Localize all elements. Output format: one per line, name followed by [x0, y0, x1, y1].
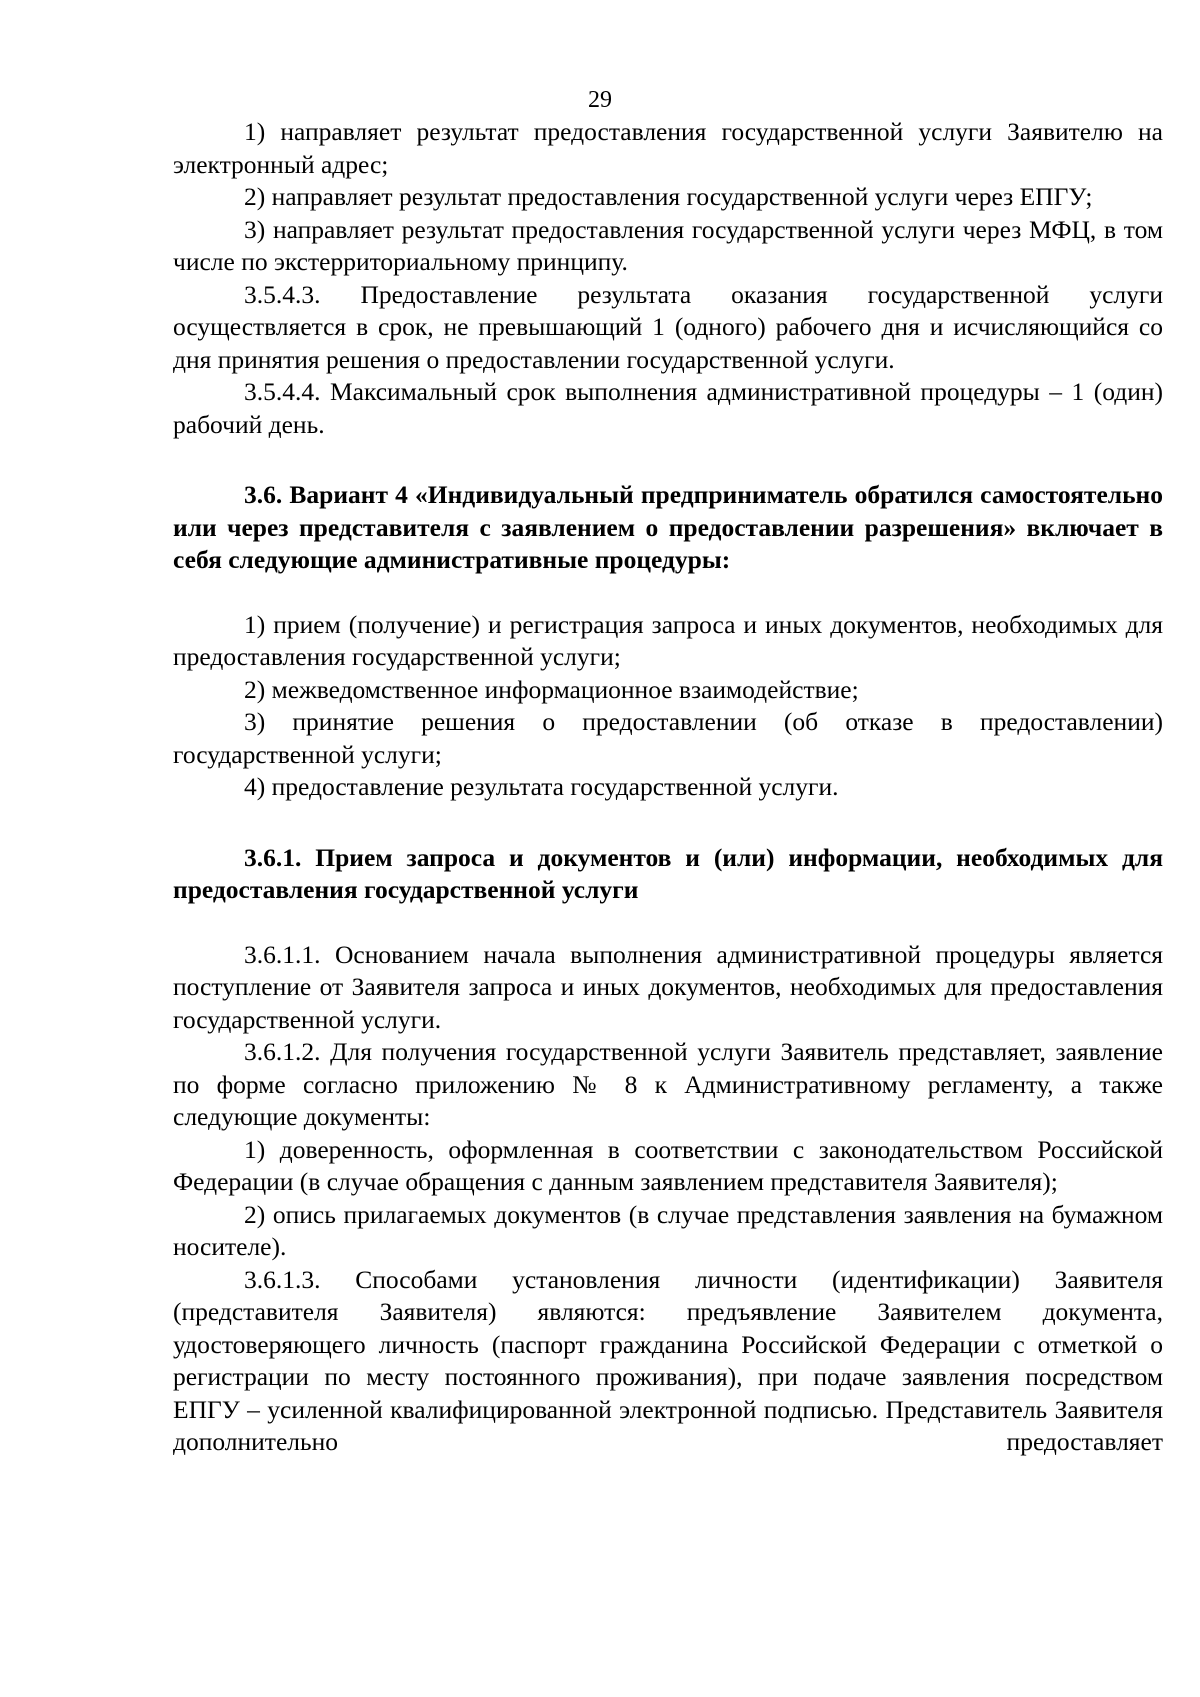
section-heading-3-6: 3.6. Вариант 4 «Индивидуальный предприниматель обратился самостоятельно или через представителя с заявлением о предоставлении разрешения» включает в себя следующие административные процедуры: [173, 480, 1163, 574]
section-heading-3-6-1: 3.6.1. Прием запроса и документов и (или) информации, необходимых для предоставления государственной услуги [173, 842, 1163, 904]
paragraph-3-6-1-1: 3.6.1.1. Основанием начала выполнения административной процедуры является поступление от Заявителя запроса и иных документов, необходимых для предоставления государственной услуги. [173, 939, 1163, 1034]
paragraph-3-6-1-2: 3.6.1.2. Для получения государственной услуги Заявитель представляет, заявление по форме согласно приложению № 8 к Административному регламенту, а также следующие документы: [173, 1037, 1163, 1131]
paragraph-3-5-4-4: 3.5.4.4. Максимальный срок выполнения административной процедуры – 1 (один) рабочий день. [173, 377, 1163, 439]
page-number: 29 [588, 87, 612, 113]
procedure-item-2: 2) межведомственное информационное взаимодействие; [244, 674, 859, 704]
procedure-item-4: 4) предоставление результата государственной услуги. [244, 772, 839, 801]
paragraph-result-email: 1) направляет результат предоставления государственной услуги Заявителю на электронный адрес; [173, 117, 1163, 179]
procedure-item-1: 1) прием (получение) и регистрация запроса и иных документов, необходимых для предоставления государственной услуги; [173, 609, 1163, 671]
spacer [173, 907, 1163, 939]
document-item-power-of-attorney: 1) доверенность, оформленная в соответствии с законодательством Российской Федерации (в случае обращения с данным заявлением представителя Заявителя); [173, 1134, 1163, 1196]
paragraph-3-6-1-3: 3.6.1.3. Способами установления личности (идентификации) Заявителя (представителя Заявителя) являются: предъявление Заявителем документа, удостоверяющего личность (паспорт гражданина Российской Федерации с отметкой о регистрации по месту постоянного проживания), при подаче заявления посредством ЕПГУ – усиленной квалифицированной электронной подписью. Представитель Заявителя дополнительно предоставляет [173, 1264, 1163, 1456]
spacer [173, 441, 1163, 479]
procedure-item-3: 3) принятие решения о предоставлении (об отказе в предоставлении) государственной услуги; [173, 707, 1163, 769]
spacer [173, 577, 1163, 609]
paragraph-result-mfc: 3) направляет результат предоставления государственной услуги через МФЦ, в том числе по экстерриториальному принципу. [173, 214, 1163, 276]
paragraph-result-epgu: 2) направляет результат предоставления государственной услуги через ЕПГУ; [244, 182, 1093, 211]
document-item-inventory: 2) опись прилагаемых документов (в случае представления заявления на бумажном носителе). [173, 1199, 1163, 1261]
paragraph-3-5-4-3: 3.5.4.3. Предоставление результата оказания государственной услуги осуществляется в срок, не превышающий 1 (одного) рабочего дня и исчисляющийся со дня принятия решения о предоставлении государственной услуги. [173, 279, 1163, 374]
spacer [173, 804, 1163, 842]
document-body [173, 116, 1163, 1459]
